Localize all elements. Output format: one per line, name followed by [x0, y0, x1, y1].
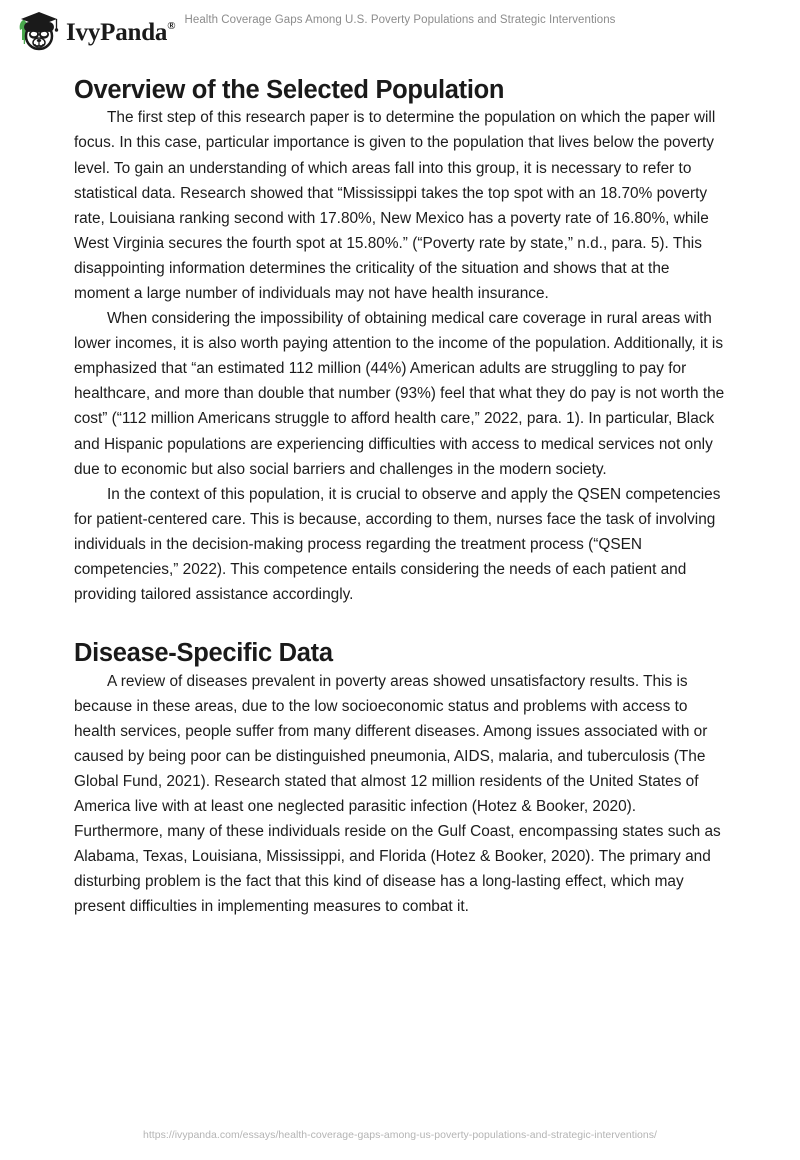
section-heading: Disease-Specific Data [74, 639, 333, 668]
paragraph: A review of diseases prevalent in poverty areas showed unsatisfactory results. This is because in these areas, due to the low socioeconomic status and problems with access to health services, people suffer from many different diseases. Among issues associated with or caused by being poor can be distinguished pneumonia, AIDS, malaria, and tuberculosis (The Global Fund, 2021). Research stated that almost 12 million residents of the United States of America live with at least one neglected parasitic infection (Hotez & Booker, 2020). Furthermore, many of these individuals reside on the Gulf Coast, encompassing states such as Alabama, Texas, Louisiana, Mississippi, and Florida (Hotez & Booker, 2020). The primary and disturbing problem is the fact that this kind of disease has a long-lasting effect, which may present difficulties in implementing measures to combat it. [74, 672, 721, 916]
document-body [74, 62, 726, 919]
paragraph: In the context of this population, it is crucial to observe and apply the QSEN competencies for patient-centered care. This is because, according to them, nurses face the task of involving individuals in the decision-making process regarding the treatment process (“QSEN competencies,” 2022). This competence entails considering the needs of each patient and providing tailored assistance accordingly. [74, 485, 721, 604]
paragraph: When considering the impossibility of obtaining medical care coverage in rural areas with lower incomes, it is also worth paying attention to the income of the population. Additionally, it is emphasized that “an estimated 112 million (44%) American adults are struggling to pay for healthcare, and more than double that number (93%) feel that what they do pay is not worth the cost” (“112 million Americans struggle to afford health care,” 2022, para. 1). In particular, Black and Hispanic populations are experiencing difficulties with access to medical services not only due to economic but also social barriers and challenges in the modern society. [74, 310, 725, 478]
page-header [0, 0, 800, 62]
document-header-title: Health Coverage Gaps Among U.S. Poverty Populations and Strategic Interventions [184, 14, 616, 26]
section-disease-specific-data [74, 607, 726, 919]
source-url-link[interactable]: https://ivypanda.com/essays/health-coverage-gaps-among-us-poverty-populations-and-strategic-interventions/ [143, 1129, 657, 1141]
paragraph: The first step of this research paper is to determine the population on which the paper will focus. In this case, particular importance is given to the population that lives below the poverty level. To gain an understanding of which areas fall into this group, it is necessary to refer to statistical data. Research showed that “Mississippi takes the top spot with an 18.70% poverty rate, Louisiana ranking second with 17.80%, New Mexico has a poverty rate of 16.80%, while West Virginia secures the fourth spot at 15.80%.” (“Poverty rate by state,” n.d., para. 5). This disappointing information determines the criticality of the situation and shows that at the moment a large number of individuals may not have health insurance. [74, 109, 716, 302]
registered-mark: ® [167, 20, 176, 33]
page-footer [0, 1125, 800, 1143]
brand-name-text: IvyPanda [66, 18, 168, 46]
section-overview-of-the-selected-population [74, 62, 726, 607]
section-heading: Overview of the Selected Population [74, 76, 505, 104]
